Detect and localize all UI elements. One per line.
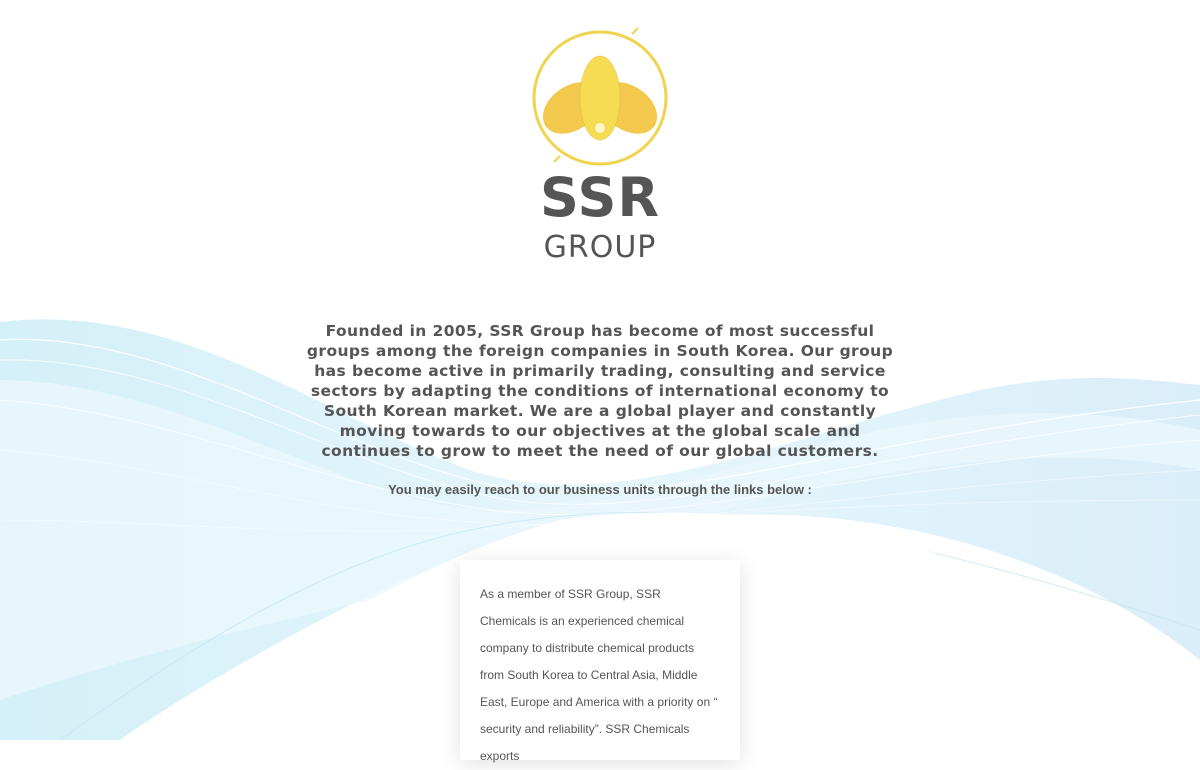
brand-title: SSR — [540, 166, 660, 229]
lotus-logo-icon — [528, 26, 672, 170]
brand-logo[interactable] — [520, 26, 680, 271]
intro-paragraph: Founded in 2005, SSR Group has become of most successful groups among the foreign companies in South Korea. Our group has become active in primarily trading, consulting and service sectors by adapting the conditions of international economy to South Korean market. We are a global player and constantly moving towards to our objectives at the global scale and continues to grow to meet the need of our global customers. — [306, 322, 894, 460]
business-unit-card[interactable] — [460, 560, 740, 763]
brand-subtitle: GROUP — [543, 230, 657, 265]
business-units-note: You may easily reach to our business units through the links below : — [388, 482, 812, 497]
business-unit-card-text: As a member of SSR Group, SSR Chemicals is an experienced chemical company to distribute chemical products from South Korea to Central Asia, Middle East, Europe and America with a priority on “ security and reliability”. SSR Chemicals exports — [480, 587, 718, 763]
